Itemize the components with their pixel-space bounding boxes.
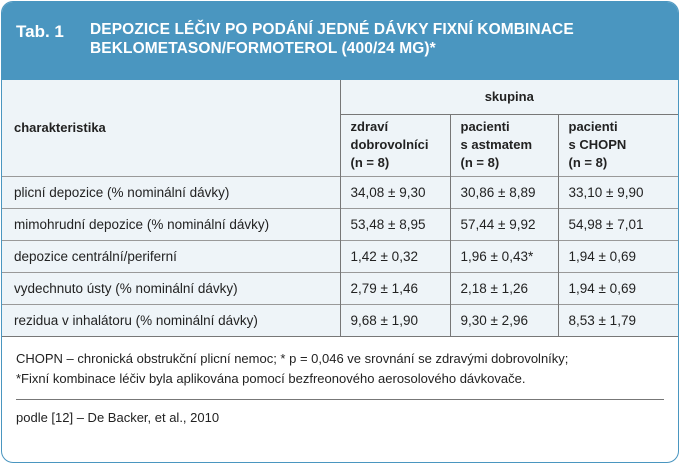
cell-value: 53,48 ± 8,95 bbox=[340, 208, 450, 240]
cell-value: 2,18 ± 1,26 bbox=[450, 272, 558, 304]
row-label: mimohrudní depozice (% nominální dávky) bbox=[2, 208, 340, 240]
header-row-group bbox=[2, 80, 678, 114]
column-header-line: s astmatem bbox=[460, 137, 533, 152]
column-header-line: (n = 8) bbox=[568, 155, 608, 170]
data-table-area bbox=[2, 80, 678, 337]
cell-value: 9,30 ± 2,96 bbox=[450, 304, 558, 336]
row-label: rezidua v inhalátoru (% nominální dávky) bbox=[2, 304, 340, 336]
column-header-line: (n = 8) bbox=[350, 155, 390, 170]
column-header-healthy bbox=[340, 114, 450, 176]
cell-value: 1,96 ± 0,43* bbox=[450, 240, 558, 272]
column-header-line: pacienti bbox=[568, 119, 618, 134]
char-header: charakteristika bbox=[14, 120, 106, 136]
table-header bbox=[2, 2, 678, 80]
column-header-line: (n = 8) bbox=[460, 155, 500, 170]
cell-value: 1,42 ± 0,32 bbox=[340, 240, 450, 272]
row-label: depozice centrální/periferní bbox=[2, 240, 340, 272]
cell-value: 34,08 ± 9,30 bbox=[340, 176, 450, 208]
cell-value: 1,94 ± 0,69 bbox=[558, 272, 678, 304]
cell-value: 30,86 ± 8,89 bbox=[450, 176, 558, 208]
source-citation: podle [12] – De Backer, et al., 2010 bbox=[16, 410, 220, 425]
cell-value: 1,94 ± 0,69 bbox=[558, 240, 678, 272]
group-header: skupina bbox=[340, 80, 678, 114]
table-row bbox=[2, 272, 678, 304]
cell-value: 9,68 ± 1,90 bbox=[340, 304, 450, 336]
footnote-abbreviations: CHOPN – chronická obstrukční plicní nemoc; * p = 0,046 ve srovnání se zdravými dobrovolníky; bbox=[16, 351, 569, 366]
table-row bbox=[2, 304, 678, 336]
footnote-device: *Fixní kombinace léčiv byla aplikována pomocí bezfreonového aerosolového dávkovače. bbox=[16, 371, 526, 386]
cell-value: 57,44 ± 9,92 bbox=[450, 208, 558, 240]
table-row bbox=[2, 176, 678, 208]
column-header-copd bbox=[558, 114, 678, 176]
data-table bbox=[2, 80, 678, 336]
table-row bbox=[2, 240, 678, 272]
footnotes bbox=[2, 337, 678, 428]
cell-value: 8,53 ± 1,79 bbox=[558, 304, 678, 336]
row-label: plicní depozice (% nominální dávky) bbox=[2, 176, 340, 208]
table-title: DEPOZICE LÉČIV PO PODÁNÍ JEDNÉ DÁVKY FIXNÍ KOMBINACE BEKLOMETASON/FORMOTEROL (400/24 ΜG)* bbox=[90, 21, 574, 57]
column-header-line: pacienti bbox=[460, 119, 510, 134]
column-header-line: zdraví bbox=[350, 119, 389, 134]
cell-value: 2,79 ± 1,46 bbox=[340, 272, 450, 304]
table-number: Tab. 1 bbox=[16, 22, 64, 41]
footnote-divider bbox=[16, 399, 664, 400]
row-label: vydechnuto ústy (% nominální dávky) bbox=[2, 272, 340, 304]
table-card bbox=[1, 1, 679, 463]
table-row bbox=[2, 208, 678, 240]
cell-value: 54,98 ± 7,01 bbox=[558, 208, 678, 240]
column-header-line: dobrovolníci bbox=[350, 137, 429, 152]
column-header-asthma bbox=[450, 114, 558, 176]
cell-value: 33,10 ± 9,90 bbox=[558, 176, 678, 208]
column-header-line: s CHOPN bbox=[568, 137, 627, 152]
